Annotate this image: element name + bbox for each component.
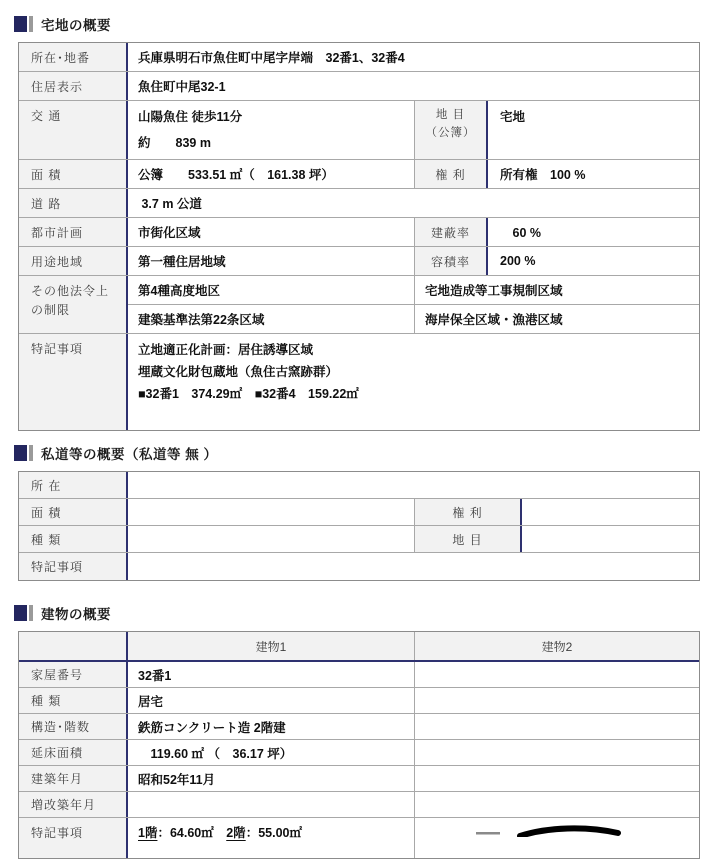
house-number-b1: 32番1 [126, 662, 414, 687]
location-value: 兵庫県明石市魚住町中尾字岸端 32番1、32番4 [126, 43, 699, 71]
pr-location-value [126, 472, 699, 498]
table-row-renovation-date [19, 792, 699, 818]
table-row-road [19, 189, 699, 218]
table-row-zoning [19, 247, 699, 276]
table-row-address [19, 72, 699, 101]
zoning-label: 用途地域 [19, 247, 126, 275]
table-row-house-number [19, 662, 699, 688]
building-kind-label: 種 類 [19, 688, 126, 713]
table-row-building-kind [19, 688, 699, 714]
land-notes-value [126, 334, 699, 430]
section-land-header [14, 14, 714, 34]
land-notes-line3: ■32番1 374.29㎡ ■32番4 159.22㎡ [138, 386, 359, 401]
coverage-ratio-label: 建蔽率 [414, 218, 486, 246]
traffic-line1: 山陽魚住 徒歩11分 [138, 110, 243, 124]
built-date-b1: 昭和52年11月 [126, 766, 414, 791]
building-notes-b2 [414, 818, 699, 858]
pr-location-label: 所 在 [19, 472, 126, 498]
land-notes-label: 特記事項 [19, 334, 126, 430]
road-label: 道 路 [19, 189, 126, 217]
building2-column-header: 建物2 [414, 632, 699, 660]
table-row-location [19, 43, 699, 72]
land-category-value: 宅地 [486, 101, 699, 159]
building-notes-floor1-label: 1階 [138, 826, 158, 840]
property-overview-sheet [0, 14, 714, 840]
private-road-table [18, 471, 700, 581]
pr-kind-value [126, 526, 414, 552]
building-notes-floor2-label: 2階 [226, 826, 246, 840]
coverage-ratio-value: 60 % [486, 218, 699, 246]
section-marker-icon [14, 16, 33, 32]
other-laws-row1 [128, 276, 699, 305]
marker-bar-navy [14, 605, 27, 621]
section-land-title: 宅地の概要 [41, 18, 111, 33]
other-laws-values [126, 276, 699, 333]
marker-bar-navy [14, 445, 27, 461]
table-row-pr-area [19, 499, 699, 526]
sketch-stroke [468, 825, 643, 837]
house-number-b2 [414, 662, 699, 687]
pr-area-value [126, 499, 414, 525]
land-category-label-line2: （公簿） [425, 126, 476, 139]
address-value: 魚住町中尾32-1 [126, 72, 699, 100]
other-laws-row2 [128, 305, 699, 333]
table-row-structure [19, 714, 699, 740]
renovation-date-label: 増改築年月 [19, 792, 126, 817]
table-row-pr-location [19, 472, 699, 499]
road-value: 3.7 m 公道 [126, 189, 699, 217]
marker-bar-gray [29, 16, 33, 32]
other-laws-row2-left: 建築基準法第22条区域 [138, 313, 265, 327]
floor-area-ratio-value: 200 % [486, 247, 699, 275]
pr-rights-label: 権 利 [414, 499, 520, 525]
structure-label: 構造･階数 [19, 714, 126, 739]
rights-label: 権 利 [414, 160, 486, 188]
section-private-road-title: 私道等の概要（私道等 無 ） [41, 447, 218, 462]
traffic-value [126, 101, 414, 159]
floor-area-b1: 119.60 ㎡ （ 36.17 坪） [126, 740, 414, 765]
floor-area-b2 [414, 740, 699, 765]
marker-bar-gray [29, 605, 33, 621]
building-kind-b1: 居宅 [126, 688, 414, 713]
city-plan-label: 都市計画 [19, 218, 126, 246]
section-marker-icon [14, 605, 33, 621]
zoning-value: 第一種住居地域 [126, 247, 414, 275]
land-category-label-line1: 地 目 [435, 109, 466, 121]
floor-area-ratio-label: 容積率 [414, 247, 486, 275]
land-category-label [414, 101, 486, 159]
area-value: 公簿 533.51 ㎡（ 161.38 坪） [126, 160, 414, 188]
other-laws-label-line2: の制限 [31, 303, 71, 318]
area-label: 面 積 [19, 160, 126, 188]
structure-b2 [414, 714, 699, 739]
section-private-road-header [14, 443, 714, 463]
table-row-area [19, 160, 699, 189]
land-table [18, 42, 700, 431]
house-number-label: 家屋番号 [19, 662, 126, 687]
pr-rights-value [520, 499, 699, 525]
traffic-label: 交 通 [19, 101, 126, 159]
table-row-traffic [19, 101, 699, 160]
table-row-other-laws [19, 276, 699, 334]
pr-kind-label: 種 類 [19, 526, 126, 552]
floor-area-label: 延床面積 [19, 740, 126, 765]
pr-land-category-value [520, 526, 699, 552]
location-label: 所在･地番 [19, 43, 126, 71]
table-row-floor-area [19, 740, 699, 766]
city-plan-value: 市街化区域 [126, 218, 414, 246]
section-building-header [14, 603, 714, 623]
land-notes-line1: 立地適正化計画：居住誘導区域 [138, 343, 314, 357]
building-notes-floor1-value: ：64.60㎡ [157, 826, 227, 840]
structure-b1: 鉄筋コンクリート造 2階建 [126, 714, 414, 739]
table-row-pr-notes [19, 553, 699, 580]
pr-area-label: 面 積 [19, 499, 126, 525]
renovation-date-b1 [126, 792, 414, 817]
table-row-pr-kind [19, 526, 699, 553]
rights-value: 所有権 100 % [486, 160, 699, 188]
section-marker-icon [14, 445, 33, 461]
traffic-line2: 約 839 m [138, 136, 211, 150]
table-row-built-date [19, 766, 699, 792]
other-laws-row1-left: 第4種高度地区 [138, 284, 220, 298]
building-notes-b1 [126, 818, 414, 858]
marker-bar-navy [14, 16, 27, 32]
building-kind-b2 [414, 688, 699, 713]
built-date-b2 [414, 766, 699, 791]
renovation-date-b2 [414, 792, 699, 817]
building1-column-header: 建物1 [126, 632, 414, 660]
sketch-curve [520, 828, 618, 836]
other-laws-label-line1: その他法令上 [31, 284, 110, 298]
other-laws-row2-right: 海岸保全区域・漁港区域 [414, 305, 699, 333]
other-laws-row1-right: 宅地造成等工事規制区域 [414, 276, 699, 304]
pr-notes-value [126, 553, 699, 580]
table-row-city-plan [19, 218, 699, 247]
marker-bar-gray [29, 445, 33, 461]
section-building-title: 建物の概要 [41, 607, 111, 622]
table-row-land-notes [19, 334, 699, 430]
building-header-row [19, 632, 699, 662]
address-label: 住居表示 [19, 72, 126, 100]
sketch-dash [476, 832, 500, 835]
built-date-label: 建築年月 [19, 766, 126, 791]
other-laws-label [19, 276, 126, 333]
building-header-empty-cell [19, 632, 126, 660]
building-notes-label: 特記事項 [19, 818, 126, 858]
pr-land-category-label: 地 目 [414, 526, 520, 552]
building-notes-floor2-value: ：55.00㎡ [245, 826, 302, 840]
pr-notes-label: 特記事項 [19, 553, 126, 580]
table-row-building-notes [19, 818, 699, 858]
land-notes-line2: 埋蔵文化財包蔵地（魚住古窯跡群） [138, 364, 339, 379]
